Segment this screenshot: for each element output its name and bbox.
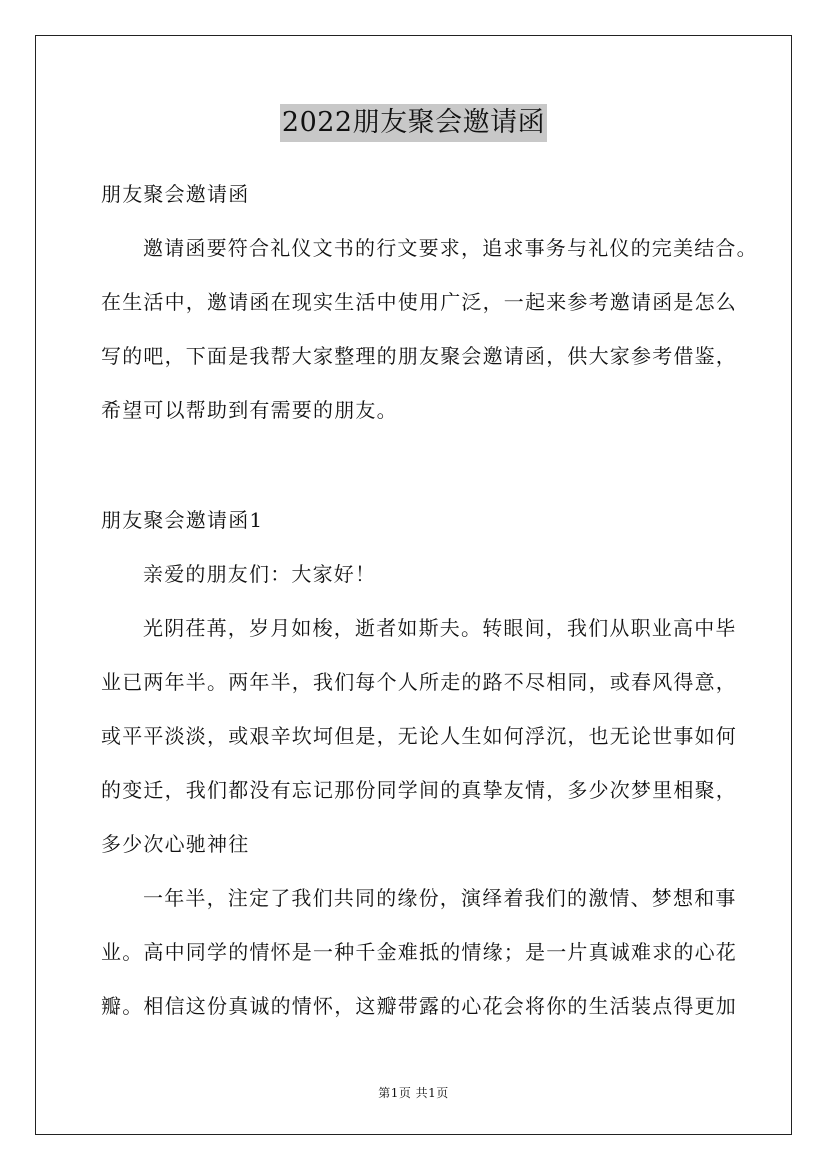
paragraph-line: 在生活中，邀请函在现实生活中使用广泛，一起来参考邀请函是怎么 xyxy=(101,290,737,314)
paragraph-line: 写的吧，下面是我帮大家整理的朋友聚会邀请函，供大家参考借鉴， xyxy=(101,344,737,368)
paragraph-line: 邀请函要符合礼仪文书的行文要求，追求事务与礼仪的完美结合。 xyxy=(143,236,758,260)
document-title: 2022朋友聚会邀请函 xyxy=(280,104,547,142)
intro-heading: 朋友聚会邀请函 xyxy=(101,182,250,206)
paragraph-line: 多少次心驰神往 xyxy=(101,832,250,856)
paragraph-line: 光阴荏苒，岁月如梭，逝者如斯夫。转眼间，我们从职业高中毕 xyxy=(143,616,737,640)
paragraph-line: 瓣。相信这份真诚的情怀，这瓣带露的心花会将你的生活装点得更加 xyxy=(101,994,737,1018)
paragraph-line: 一年半，注定了我们共同的缘份，演绎着我们的激情、梦想和事 xyxy=(143,886,737,910)
page-footer: 第1页 共1页 xyxy=(378,1086,449,1100)
paragraph-line: 业。高中同学的情怀是一种千金难抵的情缘；是一片真诚难求的心花 xyxy=(101,940,737,964)
greeting-line: 亲爱的朋友们：大家好！ xyxy=(143,562,377,586)
paragraph-line: 或平平淡淡，或艰辛坎坷但是，无论人生如何浮沉，也无论世事如何 xyxy=(101,724,737,748)
paragraph-line: 希望可以帮助到有需要的朋友。 xyxy=(101,398,398,422)
paragraph-line: 的变迁，我们都没有忘记那份同学间的真挚友情，多少次梦里相聚， xyxy=(101,778,737,802)
paragraph-line: 业已两年半。两年半，我们每个人所走的路不尽相同，或春风得意， xyxy=(101,670,737,694)
section-heading: 朋友聚会邀请函1 xyxy=(101,508,264,532)
title-wrapper xyxy=(0,104,827,142)
